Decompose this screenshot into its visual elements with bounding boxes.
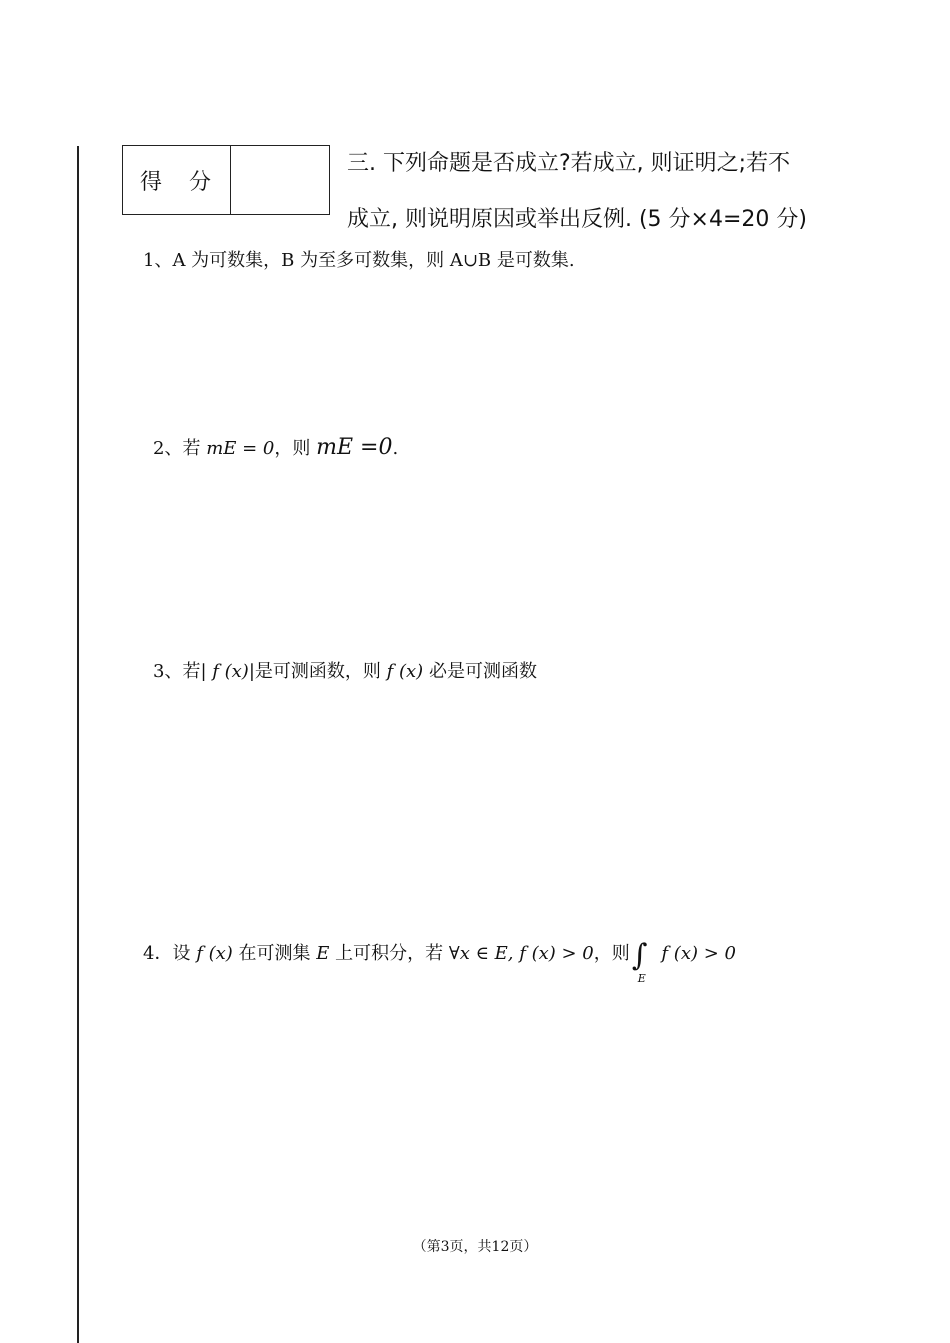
question-2 bbox=[153, 434, 398, 460]
question-4-expr-1: f (x) bbox=[196, 943, 233, 964]
score-label: 得 分 bbox=[123, 146, 231, 214]
question-3-expr-1: | f (x)| bbox=[200, 661, 255, 682]
question-4-part-2: 在可测集 bbox=[232, 943, 317, 964]
section-heading bbox=[347, 136, 887, 248]
score-value-cell bbox=[231, 146, 329, 214]
question-2-expr-1: mE = 0 bbox=[206, 438, 275, 459]
score-box bbox=[122, 145, 330, 215]
question-4-expr-4: f (x) > 0 bbox=[661, 943, 736, 964]
question-3-expr-2: f (x) bbox=[386, 661, 424, 682]
question-4 bbox=[143, 938, 736, 985]
question-3-middle: 是可测函数，则 bbox=[254, 661, 387, 682]
integral-sign bbox=[631, 938, 648, 985]
page-footer bbox=[0, 1236, 950, 1256]
question-3 bbox=[153, 657, 537, 683]
question-4-part-4: ，则 bbox=[593, 943, 630, 964]
question-4-prefix: 4．设 bbox=[143, 943, 197, 964]
question-3-prefix: 3、若 bbox=[153, 661, 201, 682]
section-heading-line-1: 三. 下列命题是否成立?若成立, 则证明之;若不 bbox=[347, 151, 791, 176]
page-number-label: （第3页，共12页） bbox=[412, 1239, 538, 1255]
question-4-expr-2: E bbox=[316, 943, 330, 964]
binding-margin-line bbox=[77, 146, 79, 1343]
question-4-part-3: 上可积分，若 bbox=[329, 943, 449, 964]
question-4-expr-3: ∀x ∈ E, f (x) > 0 bbox=[448, 943, 594, 964]
question-2-prefix: 2、若 bbox=[153, 438, 207, 459]
question-1-text: 1、A 为可数集，B 为至多可数集，则 A∪B 是可数集. bbox=[143, 250, 575, 271]
integral-symbol: ∫ bbox=[631, 938, 648, 973]
section-heading-line-2: 成立, 则说明原因或举出反例. (5 分×4=20 分) bbox=[347, 207, 807, 232]
question-2-suffix: . bbox=[392, 438, 399, 459]
integral-subscript: E bbox=[637, 972, 646, 985]
question-2-expr-2: mE =0 bbox=[316, 435, 393, 460]
question-1 bbox=[143, 246, 575, 272]
question-2-middle: ，则 bbox=[274, 438, 317, 459]
question-3-suffix: 必是可测函数 bbox=[423, 661, 537, 682]
